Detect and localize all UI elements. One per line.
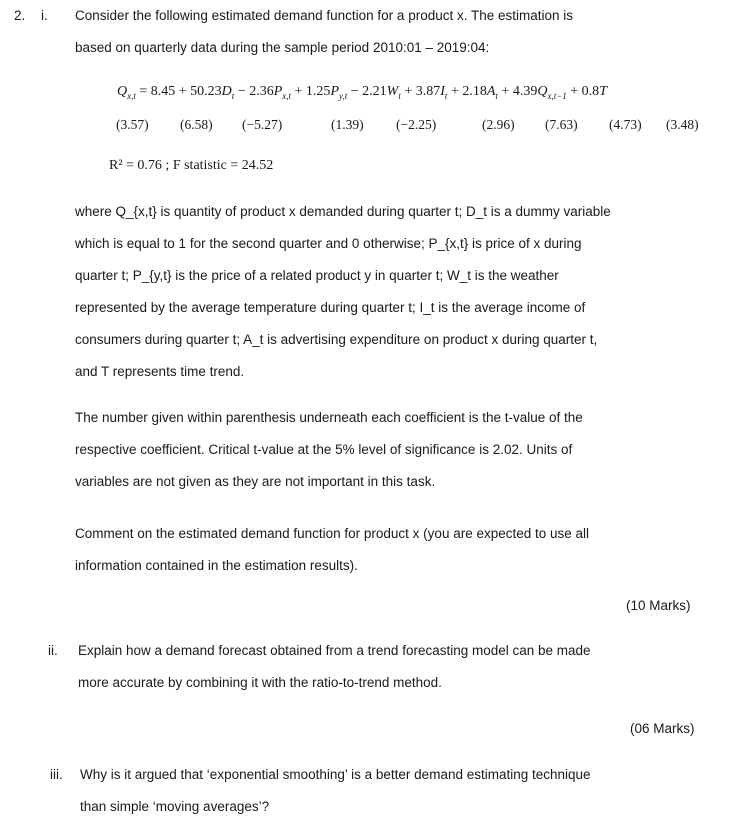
variable-definitions	[75, 196, 705, 388]
intro-line-1: Consider the following estimated demand function for a product x. The estimation is	[75, 8, 574, 23]
definition-line: which is equal to 1 for the second quarter and 0 otherwise; P_{x,t} is price of x during	[75, 236, 582, 251]
note-line: The number given within parenthesis underneath each coefficient is the t-value of the	[75, 410, 583, 425]
note-line: variables are not given as they are not important in this task.	[75, 474, 436, 489]
t-value: (3.48)	[666, 117, 699, 132]
t-value: (3.57)	[116, 117, 149, 132]
part-iii-label: iii.	[50, 767, 63, 782]
part-i-task	[75, 518, 705, 582]
question-number: 2.	[14, 8, 26, 23]
t-value: (−2.25)	[396, 117, 437, 132]
demand-equation: $Q_{x,t} = 8.45 + 50.23D_t - 2.36P_{x,t} + 1.25P_{y,t} - 2.21W_t + 3.87I_t + 2.18A_t + 4.39Q_{x,t-1} + 0.8T$	[117, 84, 607, 101]
part-i-label: i.	[41, 8, 48, 23]
t-value: (4.73)	[609, 117, 642, 132]
note-line: respective coefficient. Critical t-value at the 5% level of significance is 2.02. Units of	[75, 442, 573, 457]
definition-line: where Q_{x,t} is quantity of product x demanded during quarter t; D_t is a dummy variable	[75, 204, 611, 219]
part-ii-label: ii.	[48, 643, 58, 658]
t-value-note	[75, 402, 705, 498]
part-ii-text: Explain how a demand forecast obtained from a trend forecasting model can be made more accurate by combining it with the ratio-to-trend method.	[78, 643, 591, 690]
definition-line: quarter t; P_{y,t} is the price of a related product y in quarter t; W_t is the weather	[75, 268, 559, 283]
part-ii-marks: (06 Marks)	[630, 721, 695, 736]
definition-line: and T represents time trend.	[75, 364, 245, 379]
t-value: (1.39)	[331, 117, 364, 132]
t-value: (6.58)	[180, 117, 213, 132]
t-value: (2.96)	[482, 117, 515, 132]
t-value: (7.63)	[545, 117, 578, 132]
part-i-marks: (10 Marks)	[626, 598, 691, 613]
intro-line-2: based on quarterly data during the sample period 2010:01 – 2019:04:	[75, 40, 490, 55]
fit-statistics: R² = 0.76 ; F statistic = 24.52	[109, 158, 274, 173]
t-value: (−5.27)	[242, 117, 283, 132]
part-iii-text: Why is it argued that ‘exponential smoothing’ is a better demand estimating technique than simple ‘moving averages’?	[80, 767, 591, 814]
task-line: Comment on the estimated demand function for product x (you are expected to use all	[75, 526, 590, 541]
definition-line: consumers during quarter t; A_t is advertising expenditure on product x during quarter t,	[75, 332, 598, 347]
task-line: information contained in the estimation results).	[75, 558, 358, 573]
part-i-intro	[75, 0, 705, 64]
definition-line: represented by the average temperature during quarter t; I_t is the average income of	[75, 300, 586, 315]
